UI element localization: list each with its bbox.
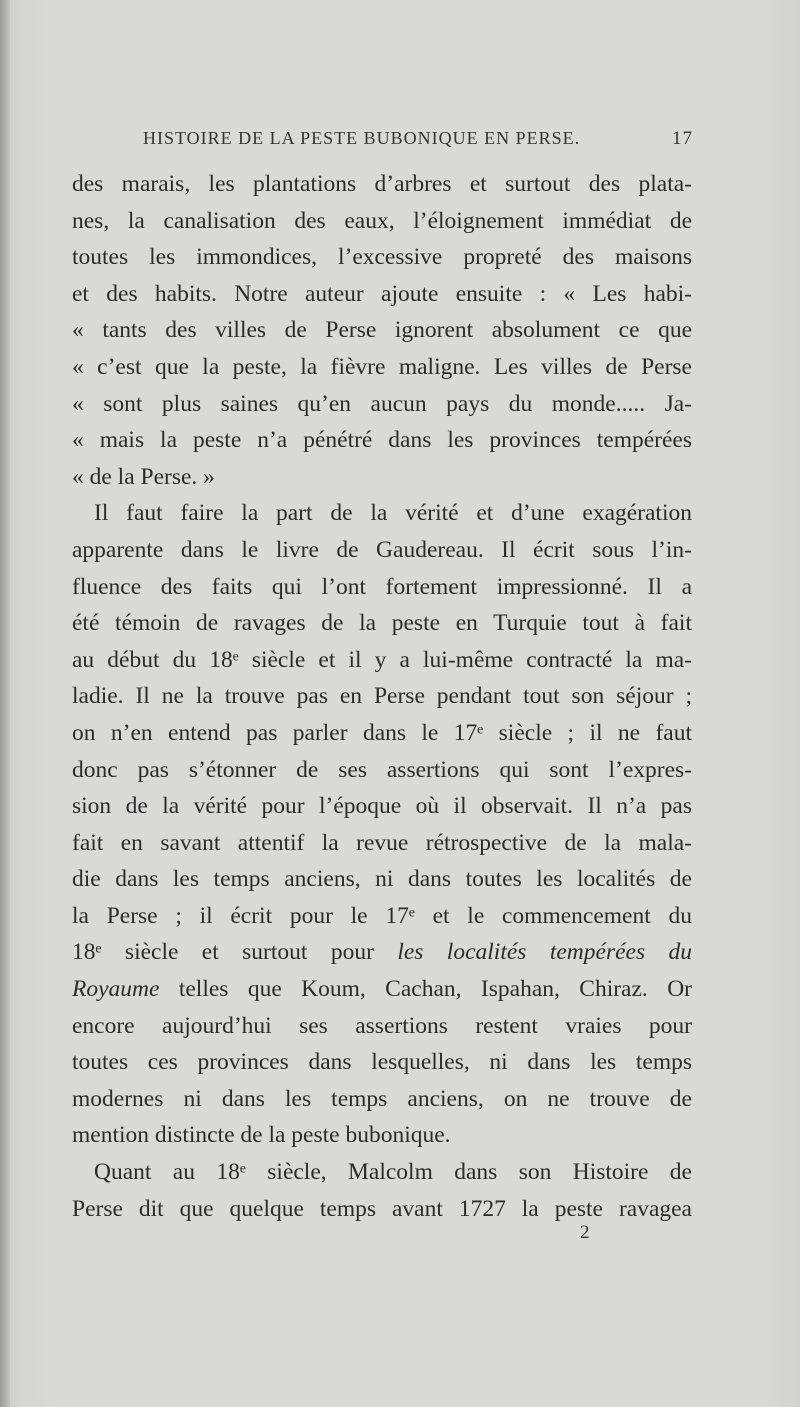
italic-text: les localités tempérées du bbox=[397, 939, 692, 966]
text-line: « mais la peste n’a pénétré dans les provinces tempérées bbox=[72, 427, 692, 454]
text-line: fluence des faits qui l’ont fortement impressionné. Il a bbox=[72, 573, 692, 600]
text-line-mixed bbox=[72, 934, 692, 971]
text-line: Perse dit que quelque temps avant 1727 la peste ravagea bbox=[72, 1195, 692, 1222]
text-line: la Perse ; il écrit pour le 17ᵉ et le commencement du bbox=[72, 902, 692, 929]
text-line: toutes ces provinces dans lesquelles, ni dans les temps bbox=[72, 1049, 692, 1076]
text-line: « c’est que la peste, la fièvre maligne. Les villes de Perse bbox=[72, 353, 692, 380]
page-number: 17 bbox=[672, 128, 693, 149]
text-line: et des habits. Notre auteur ajoute ensuite : « Les habi- bbox=[72, 280, 692, 307]
page-binding-edge bbox=[0, 0, 10, 1407]
text-line: modernes ni dans les temps anciens, on ne trouve de bbox=[72, 1085, 692, 1112]
text-line: au début du 18ᵉ siècle et il y a lui-même contracté la ma- bbox=[72, 646, 692, 673]
text-line: ladie. Il ne la trouve pas en Perse pendant tout son séjour ; bbox=[72, 683, 692, 710]
text-line: « tants des villes de Perse ignorent absolument ce que bbox=[72, 317, 692, 344]
text-line: nes, la canalisation des eaux, l’éloignement immédiat de bbox=[72, 207, 692, 234]
text-line: toutes les immondices, l’excessive propreté des maisons bbox=[72, 244, 692, 271]
running-head-title: HISTOIRE DE LA PESTE BUBONIQUE EN PERSE. bbox=[143, 128, 581, 148]
text-line: fait en savant attentif la revue rétrospective de la mala- bbox=[72, 829, 692, 856]
text-line: die dans les temps anciens, ni dans toutes les localités de bbox=[72, 866, 692, 893]
text-segment: telles que Koum, Cachan, Ispahan, Chiraz. Or bbox=[159, 976, 692, 1003]
text-line: « de la Perse. » bbox=[72, 463, 215, 490]
italic-text: Royaume bbox=[72, 976, 160, 1003]
body-text bbox=[72, 166, 692, 1227]
text-line: on n’en entend pas parler dans le 17ᵉ siècle ; il ne faut bbox=[72, 719, 692, 746]
text-line: Quant au 18ᵉ siècle, Malcolm dans son Histoire de bbox=[94, 1159, 692, 1186]
text-line: sion de la vérité pour l’époque où il observait. Il n’a pas bbox=[72, 793, 692, 820]
text-line: apparente dans le livre de Gaudereau. Il écrit sous l’in- bbox=[72, 536, 692, 563]
text-segment: 18ᵉ siècle et surtout pour bbox=[72, 939, 398, 966]
text-line: encore aujourd’hui ses assertions restent vraies pour bbox=[72, 1012, 692, 1039]
signature-mark: 2 bbox=[580, 1222, 590, 1243]
text-line: des marais, les plantations d’arbres et surtout des plata- bbox=[72, 171, 692, 197]
text-line: mention distincte de la peste bubonique. bbox=[72, 1122, 451, 1149]
text-line: Il faut faire la part de la vérité et d’une exagération bbox=[94, 500, 692, 527]
text-line: donc pas s’étonner de ses assertions qui sont l’expres- bbox=[72, 756, 692, 783]
text-line: été témoin de ravages de la peste en Turquie tout à fait bbox=[72, 610, 692, 637]
text-line-mixed bbox=[72, 971, 692, 1008]
text-line: « sont plus saines qu’en aucun pays du monde..... Ja- bbox=[72, 390, 692, 417]
